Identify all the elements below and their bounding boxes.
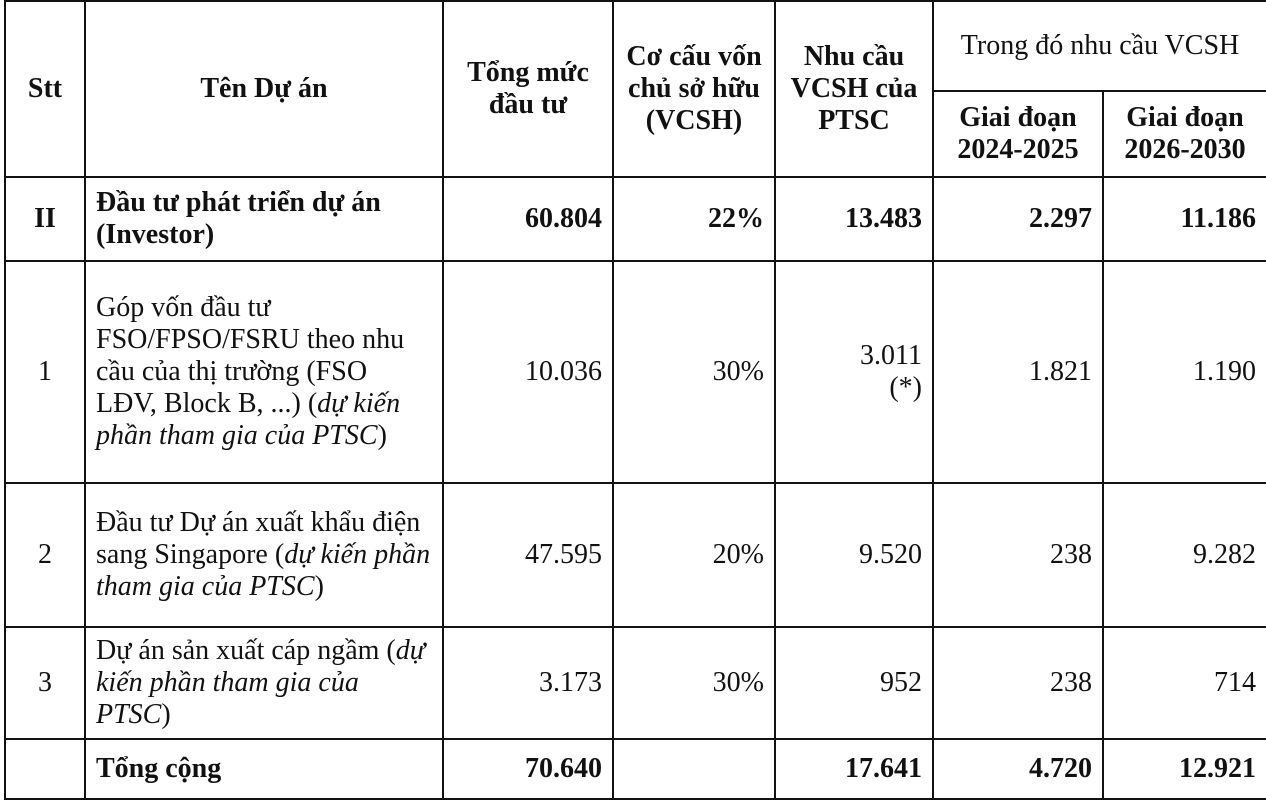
row-total-investment: 10.036 <box>443 261 613 483</box>
row-stt: 2 <box>5 483 85 627</box>
row-period-2: 1.190 <box>1103 261 1266 483</box>
total-investment: 70.640 <box>443 739 613 799</box>
row-total-investment: 3.173 <box>443 627 613 739</box>
total-period-1: 4.720 <box>933 739 1103 799</box>
row-equity-structure: 22% <box>613 177 775 261</box>
row-stt: 1 <box>5 261 85 483</box>
row-ptsc-equity-need: 952 <box>775 627 933 739</box>
table-row <box>5 483 1266 627</box>
project-name-text: Đầu tư Dự án xuất khẩu điện sang Singapore ( <box>96 507 421 570</box>
total-period-2: 12.921 <box>1103 739 1266 799</box>
total-stt <box>5 739 85 799</box>
project-name-text: Dự án sản xuất cáp ngầm ( <box>96 635 396 666</box>
closing-paren: ) <box>314 571 324 602</box>
table-row <box>5 177 1266 261</box>
row-total-investment: 60.804 <box>443 177 613 261</box>
project-name-italic-note: dự kiến phần tham gia của PTSC <box>96 388 401 451</box>
total-equity-structure <box>613 739 775 799</box>
row-project-name <box>85 261 443 483</box>
header-project-name: Tên Dự án <box>85 1 443 177</box>
row-total-investment: 47.595 <box>443 483 613 627</box>
row-stt: 3 <box>5 627 85 739</box>
header-equity-structure: Cơ cấu vốn chủ sở hữu (VCSH) <box>613 1 775 177</box>
row-ptsc-equity-need: 9.520 <box>775 483 933 627</box>
header-period-2026-2030: Giai đoạn 2026-2030 <box>1103 91 1266 177</box>
equity-need-value: 3.011 <box>860 340 922 371</box>
total-row <box>5 739 1266 799</box>
row-project-name: Đầu tư phát triển dự án (Investor) <box>85 177 443 261</box>
header-period-2024-2025: Giai đoạn 2024-2025 <box>933 91 1103 177</box>
total-ptsc-equity-need: 17.641 <box>775 739 933 799</box>
header-total-investment: Tổng mức đầu tư <box>443 1 613 177</box>
row-equity-structure: 30% <box>613 261 775 483</box>
row-project-name <box>85 627 443 739</box>
project-name-italic-note: dự kiến phần tham gia của PTSC <box>96 539 431 602</box>
total-label: Tổng cộng <box>85 739 443 799</box>
table-row <box>5 261 1266 483</box>
row-ptsc-equity-need <box>775 261 933 483</box>
project-name-text: Góp vốn đầu tư FSO/FPSO/FSRU theo nhu cầu của thị trường (FSO LĐV, Block B, ...) ( <box>96 292 405 419</box>
table-row <box>5 627 1266 739</box>
row-equity-structure: 20% <box>613 483 775 627</box>
closing-paren: ) <box>377 420 387 451</box>
row-equity-structure: 30% <box>613 627 775 739</box>
closing-paren: ) <box>161 699 171 730</box>
row-stt: II <box>5 177 85 261</box>
project-name-italic-note: dự kiến phần tham gia của PTSC <box>96 635 426 730</box>
header-stt: Stt <box>5 1 85 177</box>
footnote-marker: (*) <box>889 372 922 403</box>
row-period-1: 238 <box>933 483 1103 627</box>
row-period-2: 714 <box>1103 627 1266 739</box>
row-period-1: 238 <box>933 627 1103 739</box>
row-period-1: 2.297 <box>933 177 1103 261</box>
row-project-name <box>85 483 443 627</box>
row-period-1: 1.821 <box>933 261 1103 483</box>
row-period-2: 11.186 <box>1103 177 1266 261</box>
row-period-2: 9.282 <box>1103 483 1266 627</box>
header-of-which: Trong đó nhu cầu VCSH <box>933 1 1266 91</box>
header-ptsc-equity-need: Nhu cầu VCSH của PTSC <box>775 1 933 177</box>
row-ptsc-equity-need: 13.483 <box>775 177 933 261</box>
investment-table <box>4 0 1266 800</box>
